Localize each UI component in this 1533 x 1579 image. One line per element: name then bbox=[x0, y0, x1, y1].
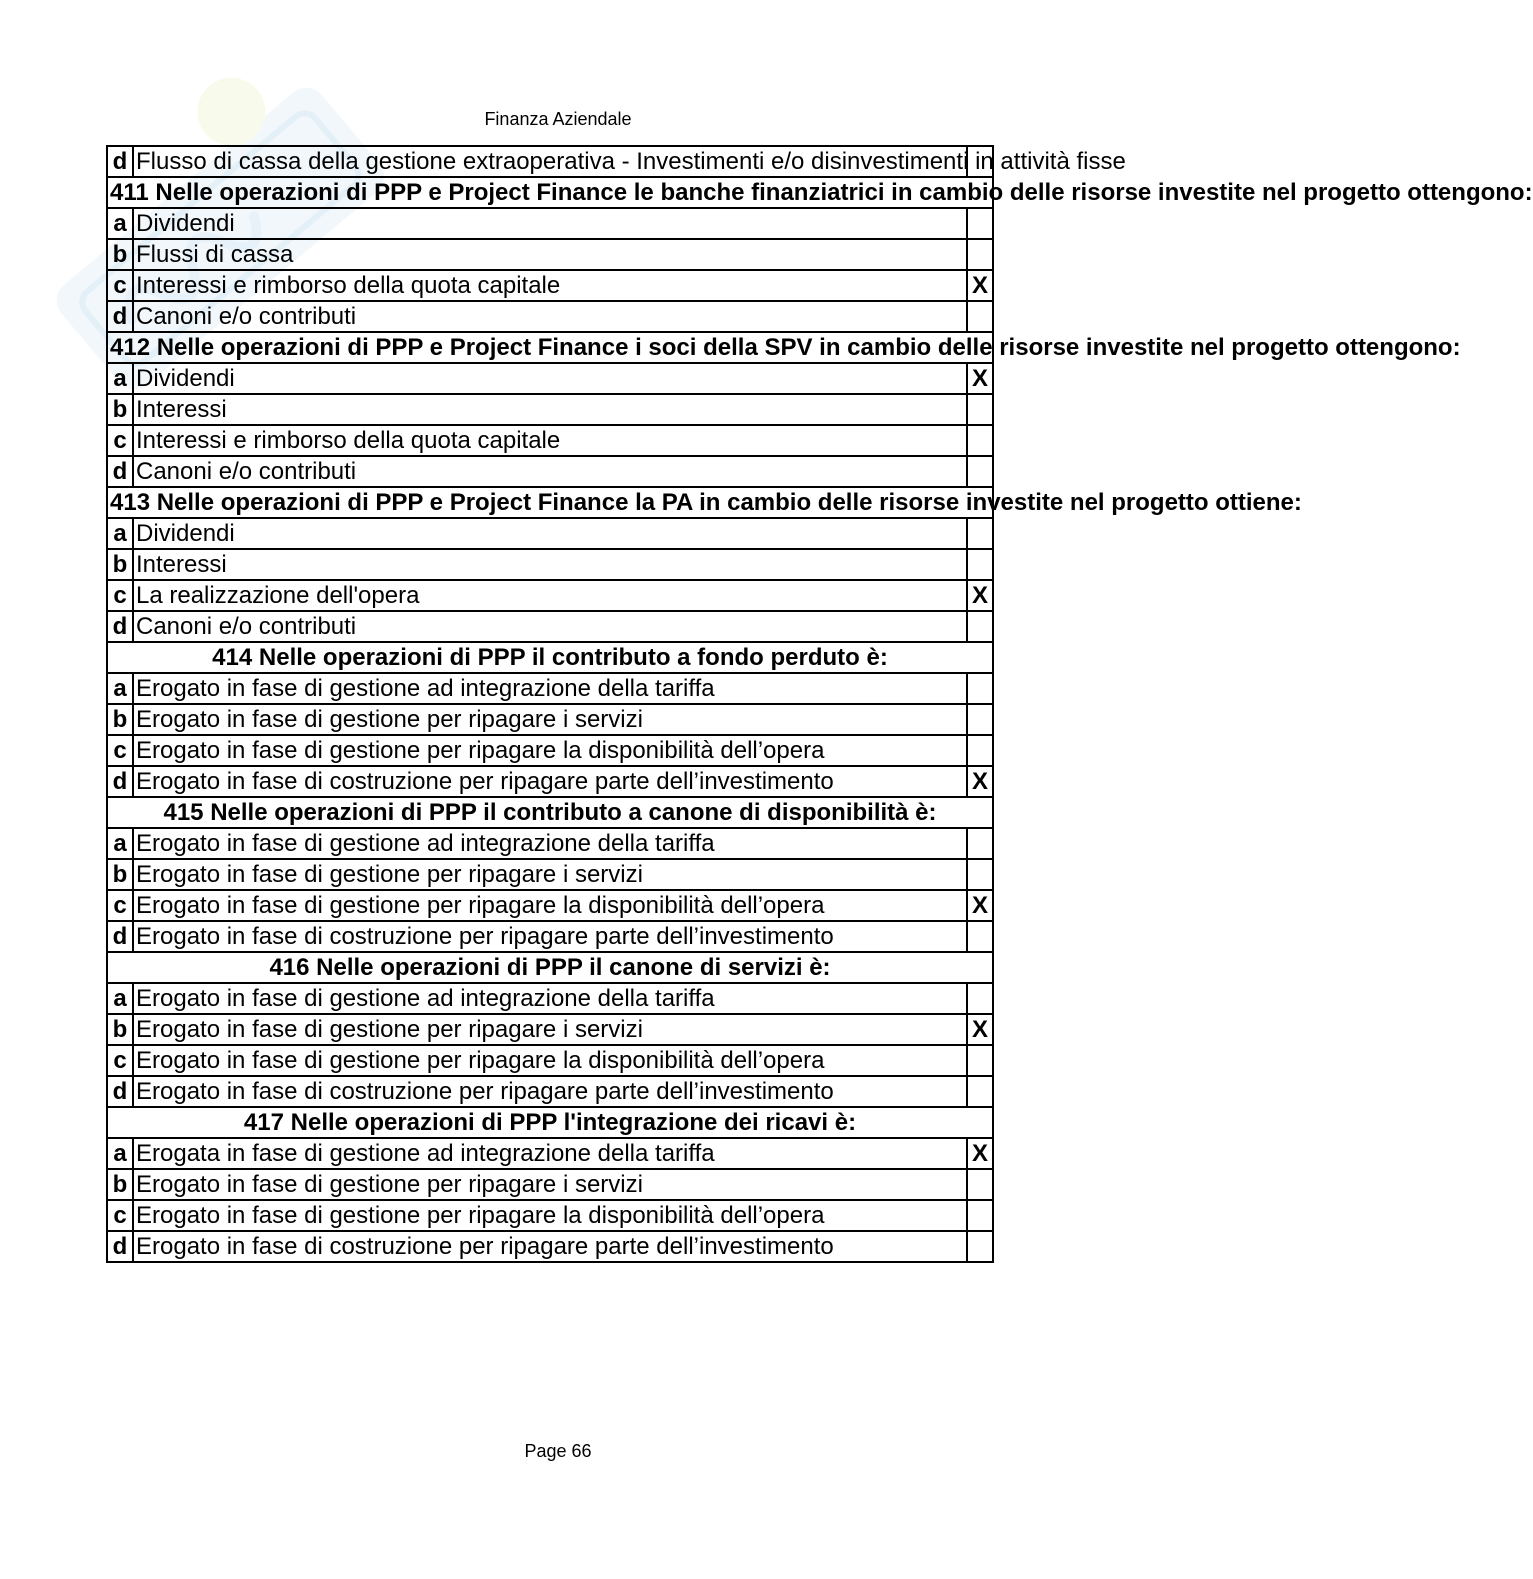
question-text: 416 Nelle operazioni di PPP il canone di servizi è: bbox=[107, 952, 993, 983]
question-text: 411 Nelle operazioni di PPP e Project Finance le banche finanziatrici in cambio delle risorse investite nel progetto ottengono: bbox=[107, 177, 993, 208]
option-row bbox=[107, 673, 993, 704]
option-row bbox=[107, 890, 993, 921]
option-letter: b bbox=[107, 549, 133, 580]
option-text: Interessi bbox=[133, 549, 967, 580]
page-header: Finanza Aziendale bbox=[484, 109, 632, 129]
option-row bbox=[107, 704, 993, 735]
question-row bbox=[107, 487, 993, 518]
option-text: Erogato in fase di gestione per ripagare la disponibilità dell’opera bbox=[133, 1200, 967, 1231]
option-row bbox=[107, 301, 993, 332]
answer-mark bbox=[967, 239, 993, 270]
answer-mark: X bbox=[967, 1014, 993, 1045]
option-row bbox=[107, 549, 993, 580]
option-text: Canoni e/o contributi bbox=[133, 301, 967, 332]
answer-mark: X bbox=[967, 270, 993, 301]
continuation-row bbox=[107, 146, 993, 177]
option-letter: d bbox=[107, 1076, 133, 1107]
option-row bbox=[107, 363, 993, 394]
option-letter: b bbox=[107, 704, 133, 735]
option-letter: a bbox=[107, 363, 133, 394]
option-row bbox=[107, 270, 993, 301]
option-row bbox=[107, 208, 993, 239]
option-text: Erogato in fase di gestione ad integrazione della tariffa bbox=[133, 828, 967, 859]
option-text: Erogato in fase di gestione per ripagare i servizi bbox=[133, 859, 967, 890]
option-row bbox=[107, 580, 993, 611]
option-letter: c bbox=[107, 890, 133, 921]
option-row bbox=[107, 1200, 993, 1231]
question-text: 413 Nelle operazioni di PPP e Project Finance la PA in cambio delle risorse investite nel progetto ottiene: bbox=[107, 487, 993, 518]
option-text: Erogato in fase di costruzione per ripagare parte dell’investimento bbox=[133, 1231, 967, 1262]
option-row bbox=[107, 983, 993, 1014]
option-text: Erogato in fase di costruzione per ripagare parte dell’investimento bbox=[133, 1076, 967, 1107]
answer-mark: X bbox=[967, 580, 993, 611]
option-letter: c bbox=[107, 1200, 133, 1231]
option-text: Interessi e rimborso della quota capitale bbox=[133, 425, 967, 456]
option-row bbox=[107, 1169, 993, 1200]
option-row bbox=[107, 921, 993, 952]
option-letter: d bbox=[107, 1231, 133, 1262]
option-letter: d bbox=[107, 921, 133, 952]
option-text: Erogato in fase di costruzione per ripagare parte dell’investimento bbox=[133, 921, 967, 952]
option-letter: c bbox=[107, 580, 133, 611]
option-letter: d bbox=[107, 611, 133, 642]
question-text: 414 Nelle operazioni di PPP il contributo a fondo perduto è: bbox=[107, 642, 993, 673]
answer-mark bbox=[967, 208, 993, 239]
option-text: Erogato in fase di gestione ad integrazione della tariffa bbox=[133, 673, 967, 704]
quiz-table bbox=[106, 145, 1533, 1263]
option-letter: c bbox=[107, 270, 133, 301]
answer-mark bbox=[967, 301, 993, 332]
answer-mark bbox=[967, 735, 993, 766]
question-text: 415 Nelle operazioni di PPP il contributo a canone di disponibilità è: bbox=[107, 797, 993, 828]
option-letter: a bbox=[107, 1138, 133, 1169]
answer-mark bbox=[967, 1076, 993, 1107]
option-row bbox=[107, 1045, 993, 1076]
option-row bbox=[107, 1076, 993, 1107]
option-letter: b bbox=[107, 239, 133, 270]
option-text: Dividendi bbox=[133, 208, 967, 239]
option-row bbox=[107, 456, 993, 487]
answer-mark bbox=[967, 1200, 993, 1231]
option-letter: a bbox=[107, 673, 133, 704]
question-text: 412 Nelle operazioni di PPP e Project Finance i soci della SPV in cambio delle risorse investite nel progetto ottengono: bbox=[107, 332, 993, 363]
answer-mark bbox=[967, 394, 993, 425]
option-letter: a bbox=[107, 518, 133, 549]
option-letter: a bbox=[107, 983, 133, 1014]
option-row bbox=[107, 1014, 993, 1045]
option-text: Erogato in fase di gestione ad integrazione della tariffa bbox=[133, 983, 967, 1014]
question-row bbox=[107, 177, 993, 208]
answer-mark bbox=[967, 859, 993, 890]
question-row bbox=[107, 332, 993, 363]
option-text: Dividendi bbox=[133, 363, 967, 394]
option-letter: b bbox=[107, 1169, 133, 1200]
answer-mark bbox=[967, 673, 993, 704]
option-letter: b bbox=[107, 394, 133, 425]
option-letter: d bbox=[107, 456, 133, 487]
answer-mark bbox=[967, 704, 993, 735]
question-row bbox=[107, 797, 993, 828]
option-text: Erogato in fase di gestione per ripagare la disponibilità dell’opera bbox=[133, 890, 967, 921]
option-text: Flusso di cassa della gestione extraoperativa - Investimenti e/o disinvestimenti in attività fisse bbox=[133, 146, 967, 177]
option-row bbox=[107, 735, 993, 766]
question-row bbox=[107, 952, 993, 983]
option-text: Canoni e/o contributi bbox=[133, 611, 967, 642]
answer-mark bbox=[967, 828, 993, 859]
option-text: Erogato in fase di gestione per ripagare i servizi bbox=[133, 1014, 967, 1045]
answer-mark bbox=[967, 983, 993, 1014]
option-text: Canoni e/o contributi bbox=[133, 456, 967, 487]
option-letter: d bbox=[107, 146, 133, 177]
page-number: Page 66 bbox=[524, 1441, 592, 1461]
option-row bbox=[107, 828, 993, 859]
option-row bbox=[107, 766, 993, 797]
answer-mark bbox=[967, 921, 993, 952]
question-row bbox=[107, 1107, 993, 1138]
option-text: Erogato in fase di gestione per ripagare i servizi bbox=[133, 1169, 967, 1200]
option-row bbox=[107, 611, 993, 642]
option-text: Flussi di cassa bbox=[133, 239, 967, 270]
option-row bbox=[107, 425, 993, 456]
option-letter: d bbox=[107, 301, 133, 332]
option-letter: a bbox=[107, 208, 133, 239]
option-letter: c bbox=[107, 425, 133, 456]
option-text: Interessi bbox=[133, 394, 967, 425]
option-row bbox=[107, 1138, 993, 1169]
option-letter: d bbox=[107, 766, 133, 797]
answer-mark: X bbox=[967, 890, 993, 921]
answer-mark: X bbox=[967, 363, 993, 394]
answer-mark bbox=[967, 549, 993, 580]
option-text: Erogata in fase di gestione ad integrazione della tariffa bbox=[133, 1138, 967, 1169]
option-text: Erogato in fase di gestione per ripagare la disponibilità dell’opera bbox=[133, 1045, 967, 1076]
option-row bbox=[107, 859, 993, 890]
option-row bbox=[107, 518, 993, 549]
option-row bbox=[107, 394, 993, 425]
answer-mark bbox=[967, 456, 993, 487]
option-text: Erogato in fase di gestione per ripagare la disponibilità dell’opera bbox=[133, 735, 967, 766]
option-text: Erogato in fase di gestione per ripagare i servizi bbox=[133, 704, 967, 735]
option-text: Dividendi bbox=[133, 518, 967, 549]
answer-mark: X bbox=[967, 766, 993, 797]
option-text: Erogato in fase di costruzione per ripagare parte dell’investimento bbox=[133, 766, 967, 797]
option-row bbox=[107, 1231, 993, 1262]
question-row bbox=[107, 642, 993, 673]
question-text: 417 Nelle operazioni di PPP l'integrazione dei ricavi è: bbox=[107, 1107, 993, 1138]
option-letter: c bbox=[107, 735, 133, 766]
answer-mark: X bbox=[967, 1138, 993, 1169]
option-letter: b bbox=[107, 859, 133, 890]
answer-mark bbox=[967, 1231, 993, 1262]
answer-mark bbox=[967, 611, 993, 642]
answer-mark bbox=[967, 425, 993, 456]
option-letter: a bbox=[107, 828, 133, 859]
answer-mark bbox=[967, 518, 993, 549]
option-letter: b bbox=[107, 1014, 133, 1045]
option-text: Interessi e rimborso della quota capitale bbox=[133, 270, 967, 301]
option-text: La realizzazione dell'opera bbox=[133, 580, 967, 611]
answer-mark bbox=[967, 1169, 993, 1200]
answer-mark bbox=[967, 1045, 993, 1076]
option-letter: c bbox=[107, 1045, 133, 1076]
option-row bbox=[107, 239, 993, 270]
